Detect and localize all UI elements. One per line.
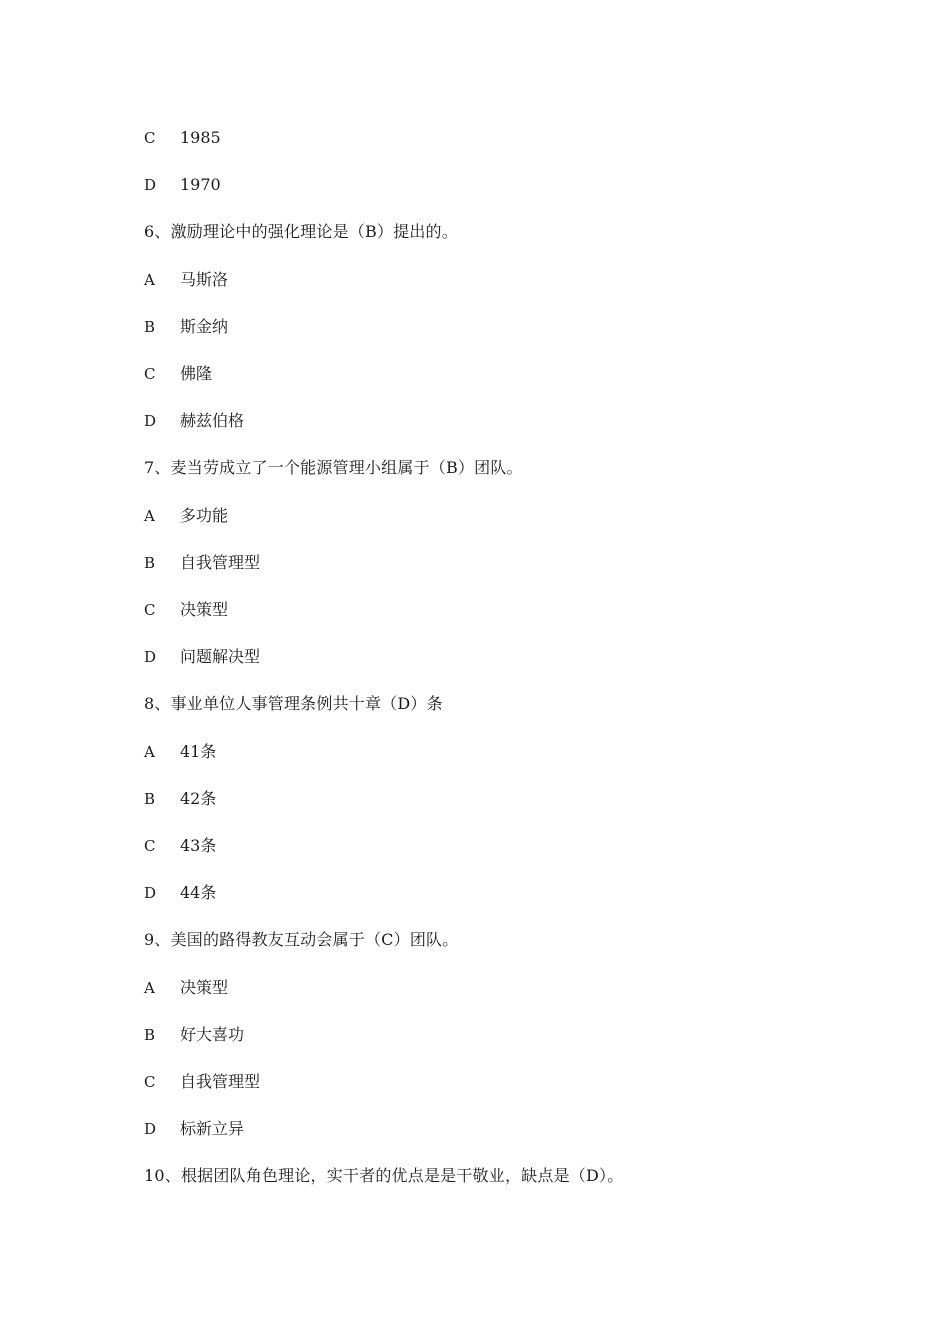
option-line	[144, 787, 216, 811]
option-text: 问题解决型	[180, 647, 261, 666]
option-line	[144, 362, 212, 386]
option-line	[144, 504, 228, 528]
option-letter: B	[144, 554, 156, 572]
option-letter: C	[144, 1073, 156, 1091]
option-line	[144, 1070, 260, 1094]
option-line	[144, 173, 221, 197]
option-letter: A	[144, 507, 155, 525]
option-line	[144, 268, 228, 292]
option-text: 决策型	[180, 978, 229, 997]
option-line	[144, 976, 228, 1000]
option-text: 斯金纳	[180, 317, 229, 336]
option-line	[144, 834, 216, 858]
option-text: 43条	[180, 836, 217, 855]
option-letter: B	[144, 318, 156, 336]
option-text: 自我管理型	[180, 1072, 261, 1091]
option-letter: C	[144, 601, 156, 619]
question-line: 7、麦当劳成立了一个能源管理小组属于（B）团队。	[144, 458, 523, 477]
option-line	[144, 1117, 244, 1141]
option-text: 好大喜功	[180, 1025, 245, 1044]
option-line	[144, 409, 244, 433]
option-text: 1970	[180, 175, 221, 194]
option-text: 标新立异	[180, 1119, 245, 1138]
option-text: 马斯洛	[180, 270, 229, 289]
option-text: 44条	[180, 883, 217, 902]
option-line	[144, 598, 228, 622]
option-text: 赫兹伯格	[180, 411, 245, 430]
option-letter: A	[144, 271, 155, 289]
option-text: 41条	[180, 742, 217, 761]
option-text: 佛隆	[180, 364, 213, 383]
option-text: 多功能	[180, 506, 229, 525]
option-letter: D	[144, 1120, 157, 1138]
option-letter: C	[144, 365, 156, 383]
option-letter: C	[144, 129, 156, 147]
option-letter: D	[144, 412, 157, 430]
option-text: 1985	[180, 128, 221, 147]
option-letter: C	[144, 837, 156, 855]
question-line: 10、根据团队角色理论，实干者的优点是是干敬业，缺点是（D）。	[144, 1166, 624, 1185]
option-line	[144, 740, 216, 764]
question-line: 9、美国的路得教友互动会属于（C）团队。	[144, 930, 459, 949]
option-letter: B	[144, 790, 156, 808]
option-letter: D	[144, 648, 157, 666]
option-letter: D	[144, 176, 157, 194]
option-line	[144, 881, 216, 905]
option-line	[144, 1023, 244, 1047]
option-text: 42条	[180, 789, 217, 808]
option-letter: A	[144, 743, 155, 761]
option-letter: A	[144, 979, 155, 997]
option-text: 自我管理型	[180, 553, 261, 572]
option-line	[144, 315, 228, 339]
option-line	[144, 645, 260, 669]
question-line: 6、激励理论中的强化理论是（B）提出的。	[144, 222, 458, 241]
option-text: 决策型	[180, 600, 229, 619]
option-line	[144, 551, 260, 575]
option-letter: D	[144, 884, 157, 902]
question-line: 8、事业单位人事管理条例共十章（D）条	[144, 694, 443, 713]
option-letter: B	[144, 1026, 156, 1044]
option-line	[144, 126, 221, 150]
